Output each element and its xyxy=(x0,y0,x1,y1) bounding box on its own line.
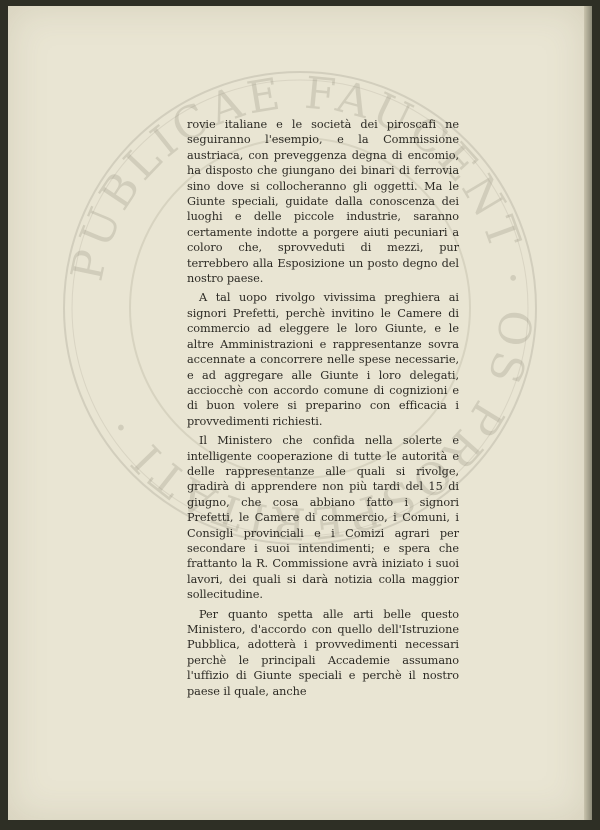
paragraph-2: A tal uopo rivolgo vivissima preghiera ai signori Prefetti, perchè invitino le Camere di commercio ad eleggere le loro Giunte, e le altre Amministrazioni e rappresentanze sovra accennate a concorrere nelle spese necessarie, e ad aggregare alle Giunte i loro delegati, acciocchè con accordo comune di cognizioni e di buon volere si preparino con efficacia i provvedimenti richiesti. xyxy=(187,291,459,428)
paragraph-4: Per quanto spetta alle arti belle questo Ministero, d'accordo con quello dell'Istruzione Pubblica, adotterà i provvedimenti necessari perchè le principali Accademie assumano l'uffizio di Giunte speciali e perchè il nostro paese il quale, anche xyxy=(187,607,459,698)
body-text xyxy=(187,117,459,703)
stamp-text: PUBLICAE FAUCENT · OS PROSPERITATI · xyxy=(61,67,541,549)
page-edge xyxy=(584,6,592,820)
paragraph-1: rovie italiane e le società dei piroscafi ne seguiranno l'esempio, e la Commissione austriaca, con preveggenza degna di encomio, ha disposto che giungano dei binari di ferrovia sino dove si collocheranno gli oggetti. Ma le Giunte speciali, guidate dalla conoscenza dei luoghi e delle piccole industrie, saranno certamente indotte a porgere aiuti pecuniari a coloro che, sprovveduti di mezzi, pur terrebbero alla Esposizione un posto degno del nostro paese. xyxy=(187,118,459,286)
paragraph-3: Il Ministero che confida nella solerte e intelligente cooperazione di tutte le autorità e delle rappresentanze alle quali si rivolge, gradirà di apprendere non più tardi del 15 di giugno, che cosa abbiano fatto i signori Prefetti, le Camere di commercio, i Comuni, i Consigli provinciali e i Comizi agrari per secondare i suoi intendimenti; e spera che frattanto la R. Commissione avrà iniziato i suoi lavori, dei quali si darà notizia colla maggior sollecitudine. xyxy=(187,434,459,602)
